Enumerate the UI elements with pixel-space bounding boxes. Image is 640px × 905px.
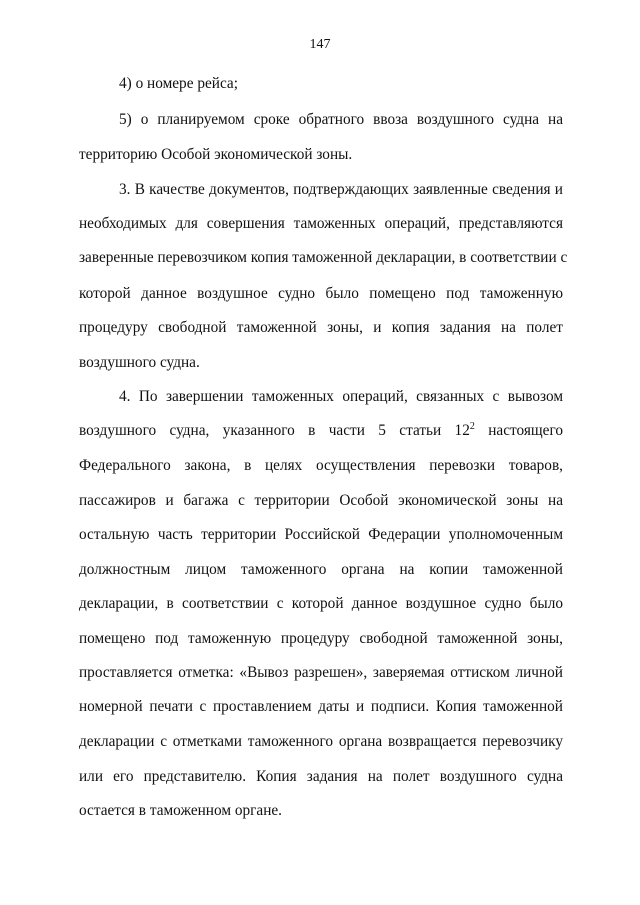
text-line: территорию Особой экономической зоны.	[79, 146, 353, 163]
text-line: заверенные перевозчиком копия таможенной декларации, в соответствии с	[79, 249, 568, 266]
text-segment: воздушного судна, указанного в части 5 статьи 12	[79, 422, 470, 439]
text-line-with-superscript	[79, 421, 563, 441]
text-line: остальную часть территории Российской Федерации уполномоченным	[79, 526, 563, 543]
text-line: которой данное воздушное судно было помещено под таможенную	[79, 285, 563, 302]
text-segment: настоящего	[474, 422, 563, 439]
text-line: воздушного судна.	[79, 354, 200, 371]
text-line: проставляется отметка: «Вывоз разрешен», заверяемая оттиском личной	[79, 664, 563, 681]
text-line: пассажиров и багажа с территории Особой экономической зоны на	[79, 492, 563, 509]
text-line: декларации с отметками таможенного органа возвращается перевозчику	[79, 733, 563, 750]
page-number: 147	[309, 37, 331, 52]
text-line: Федерального закона, в целях осуществления перевозки товаров,	[79, 457, 563, 474]
text-line: помещено под таможенную процедуру свободной таможенной зоны,	[79, 630, 563, 647]
text-line: или его представителю. Копия задания на полет воздушного судна	[79, 768, 563, 785]
text-line: должностным лицом таможенного органа на копии таможенной	[79, 561, 563, 578]
text-line: остается в таможенном органе.	[79, 802, 282, 819]
text-line: номерной печати с проставлением даты и подписи. Копия таможенной	[79, 698, 563, 715]
text-line: необходимых для совершения таможенных операций, представляются	[79, 215, 563, 232]
superscript: 2	[469, 421, 475, 432]
text-line: декларации, в соответствии с которой данное воздушное судно было	[79, 595, 563, 612]
text-line: 4) о номере рейса;	[119, 75, 238, 92]
text-line: 5) о планируемом сроке обратного ввоза воздушного судна на	[119, 111, 563, 128]
text-line: процедуру свободной таможенной зоны, и копия задания на полет	[79, 319, 563, 336]
text-line: 3. В качестве документов, подтверждающих заявленные сведения и	[119, 181, 563, 198]
text-line: 4. По завершении таможенных операций, связанных с вывозом	[119, 388, 563, 405]
